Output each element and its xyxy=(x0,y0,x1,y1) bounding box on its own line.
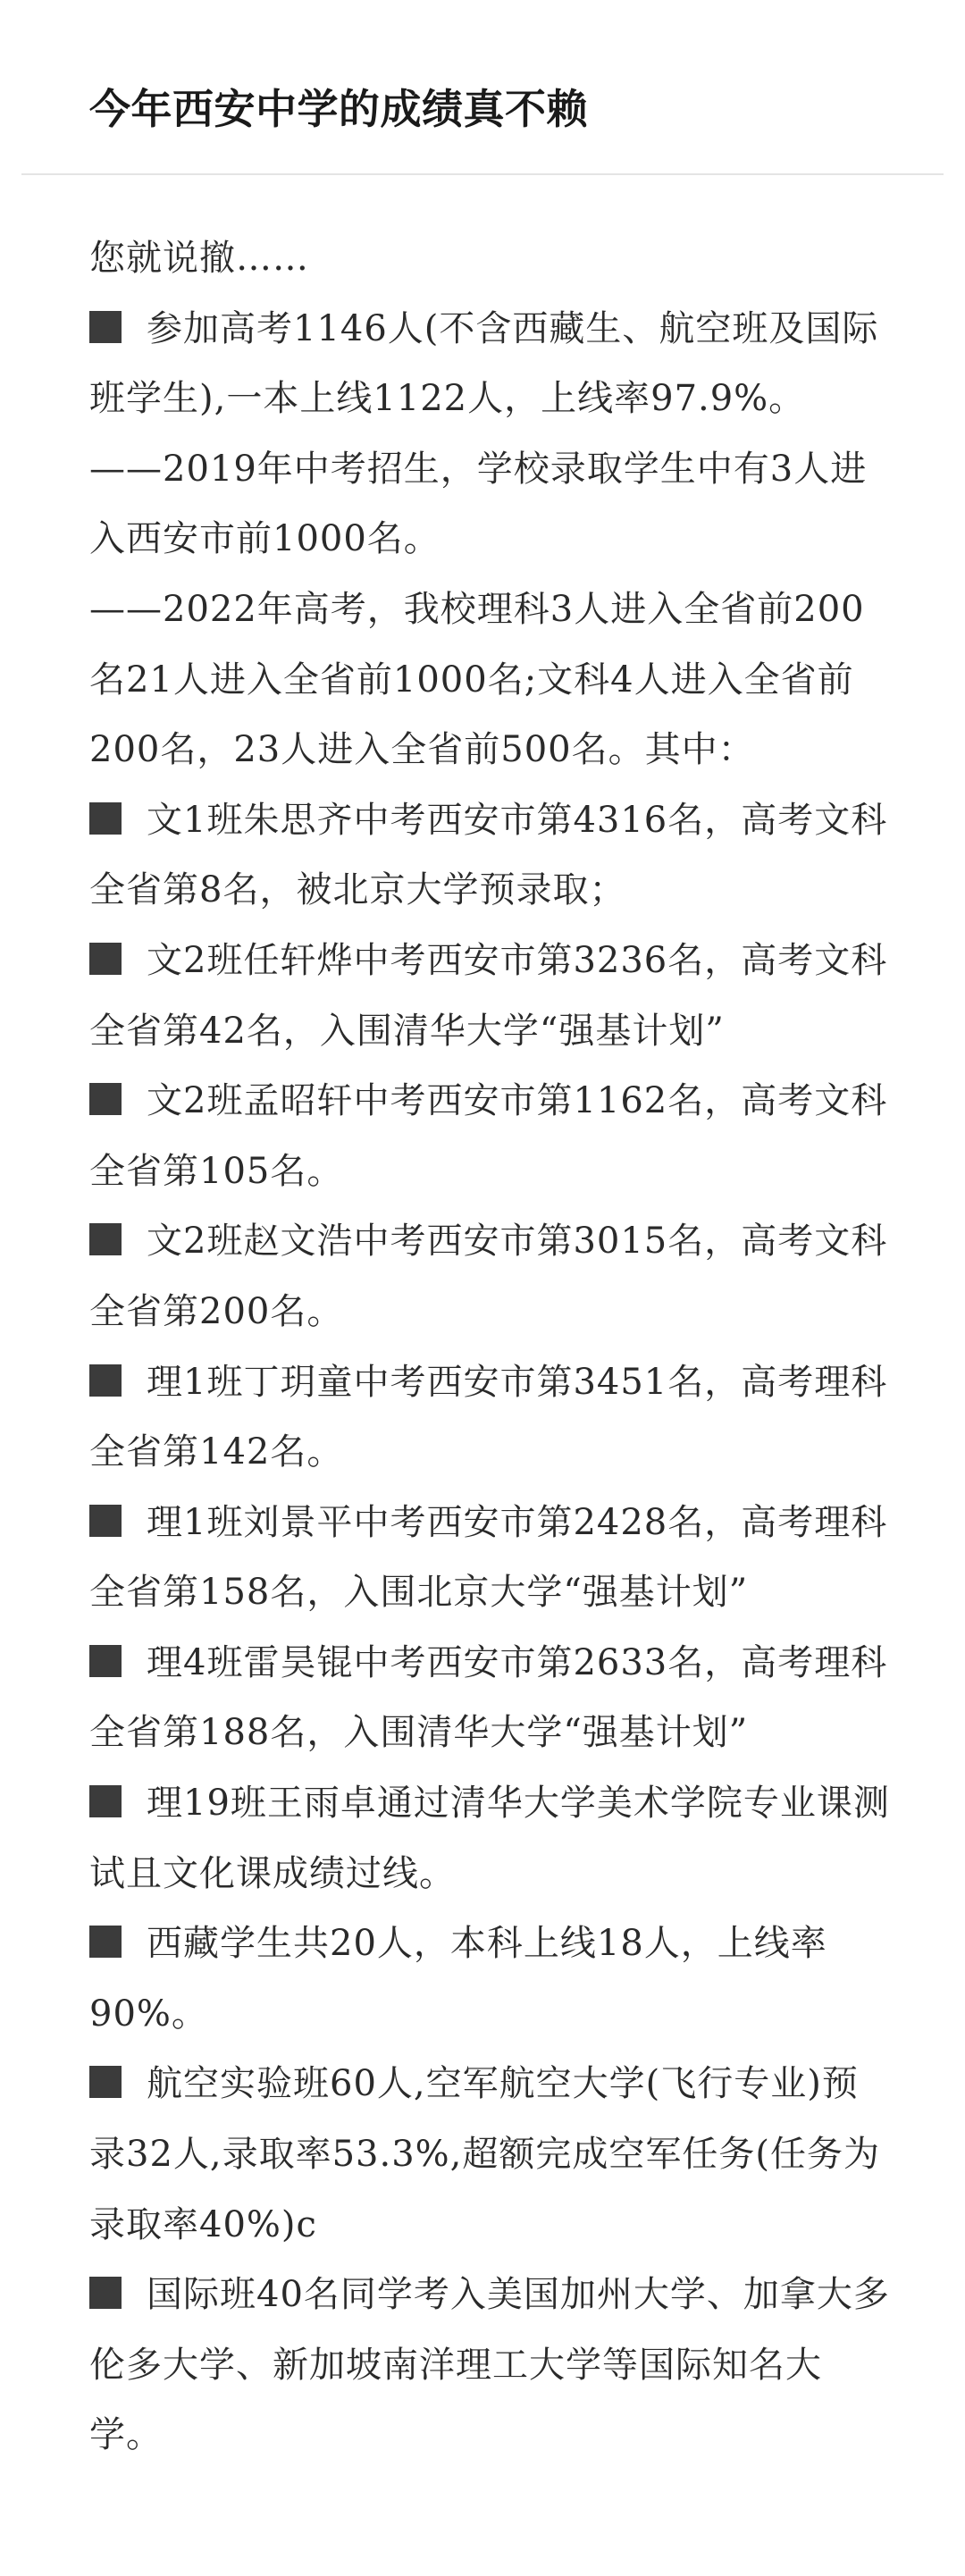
paragraph-text: 理1班刘景平中考西安市第2428名，高考理科全省第158名，入围北京大学“强基计划” xyxy=(89,1501,888,1614)
paragraph-international xyxy=(89,2260,892,2471)
paragraph-text: 文2班孟昭轩中考西安市第1162名，高考文科全省第105名。 xyxy=(89,1080,888,1192)
square-bullet-icon xyxy=(89,1223,122,1255)
paragraph-text: 文2班赵文浩中考西安市第3015名，高考文科全省第200名。 xyxy=(89,1221,888,1332)
paragraph-text: 理1班丁玥童中考西安市第3451名，高考理科全省第142名。 xyxy=(89,1361,888,1473)
paragraph-student-4 xyxy=(89,1206,892,1347)
square-bullet-icon xyxy=(89,1926,122,1958)
paragraph-student-5 xyxy=(89,1347,892,1488)
square-bullet-icon xyxy=(89,311,122,343)
paragraph-student-6 xyxy=(89,1488,892,1628)
intro-paragraph xyxy=(89,223,892,294)
paragraph-student-7 xyxy=(89,1628,892,1768)
article-title: 今年西安中学的成绩真不赖 xyxy=(89,85,588,133)
paragraph-text: 文2班任轩烨中考西安市第3236名，高考文科全省第42名，入围清华大学“强基计划” xyxy=(89,939,888,1052)
paragraph-text: 参加高考1146人(不含西藏生、航空班及国际班学生),一本上线1122人，上线率97.9%。 xyxy=(89,307,879,420)
square-bullet-icon xyxy=(89,1645,122,1677)
square-bullet-icon xyxy=(89,2277,122,2309)
paragraph-student-1 xyxy=(89,785,892,926)
square-bullet-icon xyxy=(89,2066,122,2098)
paragraph-gaokao-2022 xyxy=(89,575,892,785)
paragraph-gaokao-total xyxy=(89,294,892,434)
paragraph-student-8 xyxy=(89,1768,892,1909)
paragraph-text: 国际班40名同学考入美国加州大学、加拿大多伦多大学、新加坡南洋理工大学等国际知名大学。 xyxy=(89,2274,890,2456)
article-body xyxy=(0,175,965,2471)
paragraph-text: 理4班雷昊锟中考西安市第2633名，高考理科全省第188名，入围清华大学“强基计划” xyxy=(89,1641,888,1754)
paragraph-zhongkao-2019 xyxy=(89,434,892,575)
paragraph-text: 理19班王雨卓通过清华大学美术学院专业课测试且文化课成绩过线。 xyxy=(89,1783,890,1894)
paragraph-aviation xyxy=(89,2049,892,2260)
square-bullet-icon xyxy=(89,1364,122,1397)
paragraph-text: ——2022年高考，我校理科3人进入全省前200名21人进入全省前1000名;文科4人进入全省前200名，23人进入全省前500名。其中： xyxy=(89,588,865,771)
square-bullet-icon xyxy=(89,1505,122,1537)
paragraph-text: 航空实验班60人,空军航空大学(飞行专业)预录32人,录取率53.3%,超额完成空军任务(任务为录取率40%)c xyxy=(89,2063,881,2245)
article-header xyxy=(0,0,965,173)
paragraph-text: 文1班朱思齐中考西安市第4316名，高考文科全省第8名，被北京大学预录取； xyxy=(89,799,888,911)
paragraph-student-2 xyxy=(89,926,892,1066)
paragraph-tibet xyxy=(89,1909,892,2049)
square-bullet-icon xyxy=(89,802,122,835)
intro-text: 您就说撤…… xyxy=(89,238,309,279)
square-bullet-icon xyxy=(89,1785,122,1817)
square-bullet-icon xyxy=(89,943,122,975)
paragraph-student-3 xyxy=(89,1066,892,1206)
paragraph-text: 西藏学生共20人，本科上线18人，上线率90%。 xyxy=(89,1923,827,2035)
paragraph-text: ——2019年中考招生，学校录取学生中有3人进入西安市前1000名。 xyxy=(89,448,868,560)
square-bullet-icon xyxy=(89,1083,122,1115)
